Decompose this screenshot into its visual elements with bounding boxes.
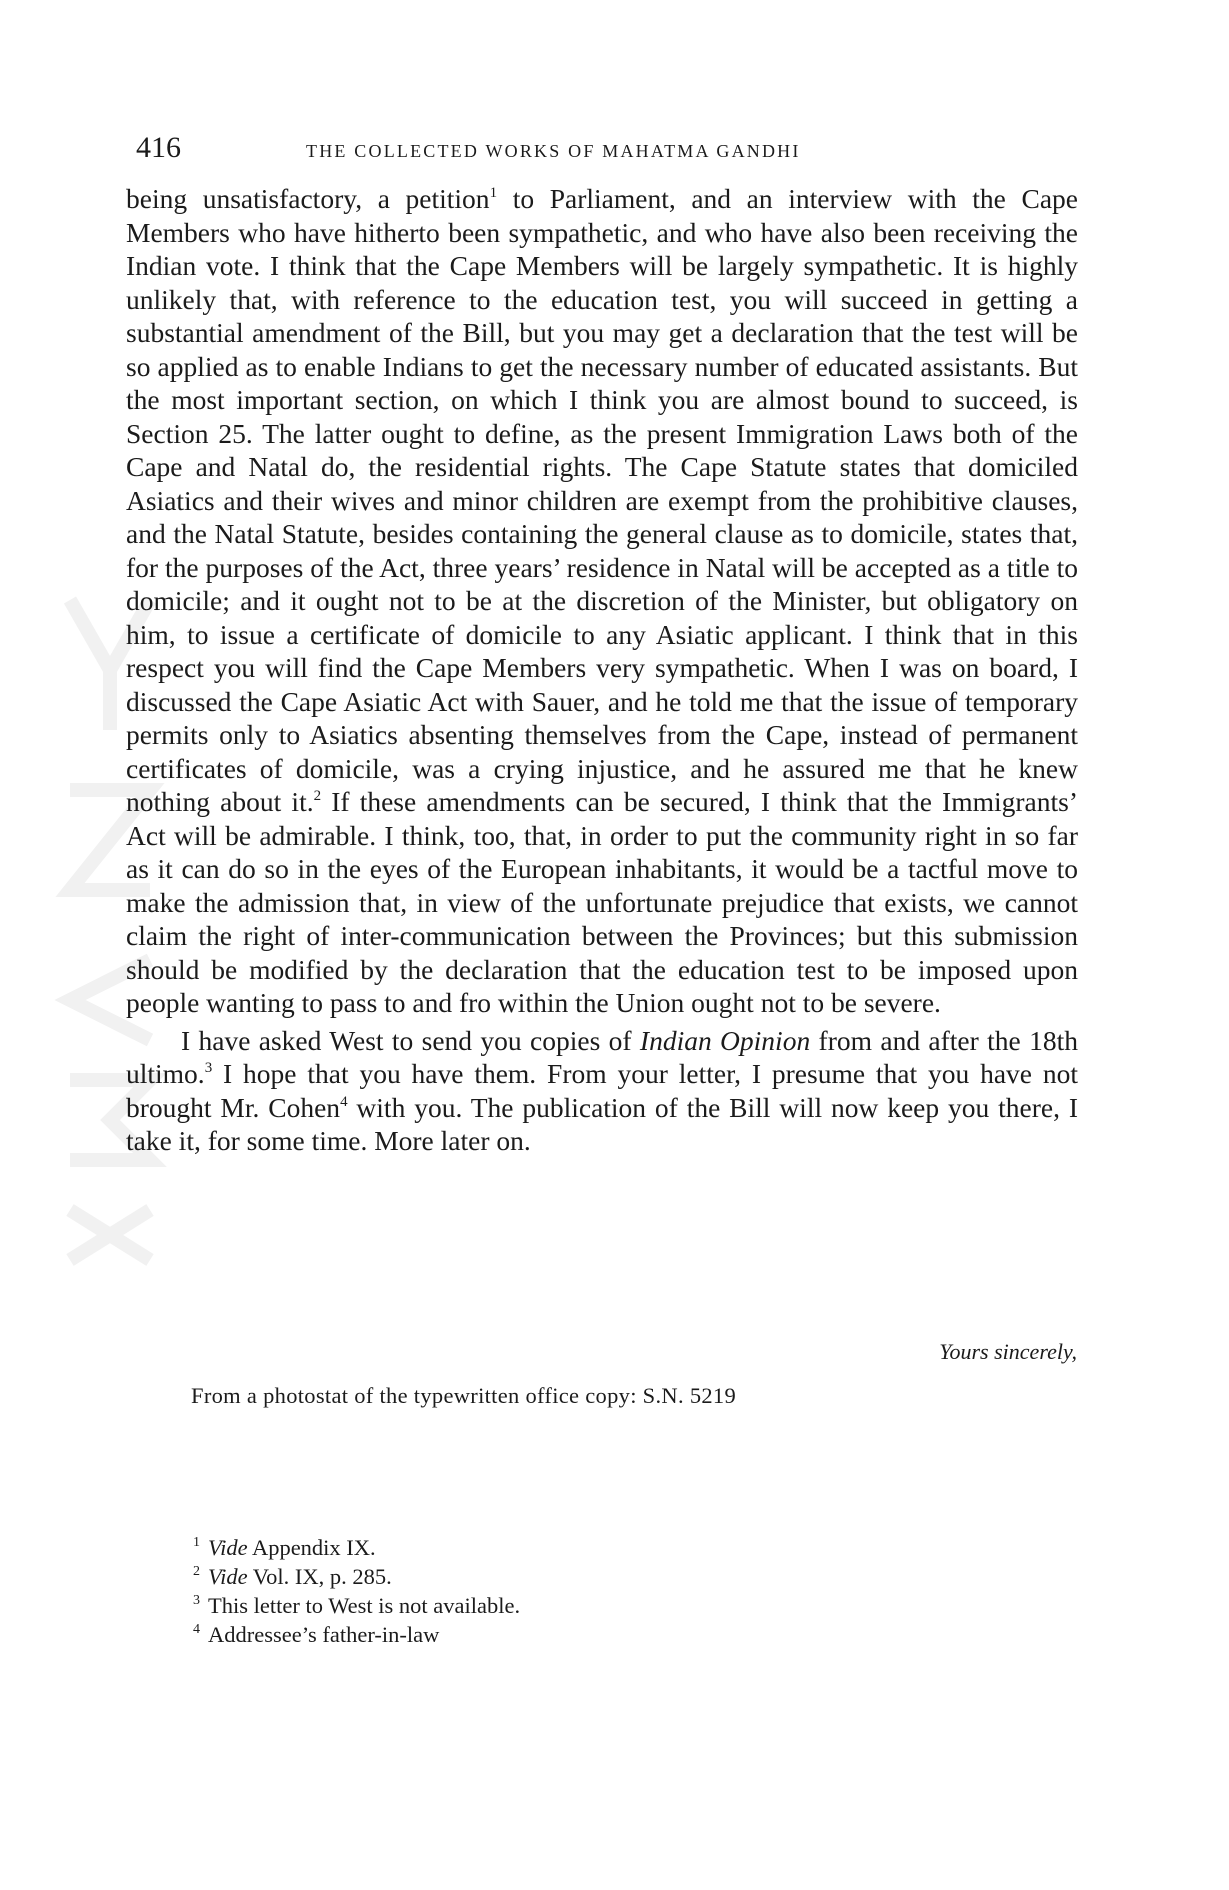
footnote-ref-3[interactable]: 3 bbox=[204, 1060, 213, 1076]
source-note: From a photostat of the typewritten office copy: S.N. 5219 bbox=[191, 1383, 737, 1408]
letter-body bbox=[126, 182, 1078, 1158]
closing-salutation: Yours sincerely, bbox=[939, 1339, 1077, 1364]
newspaper-title: Indian Opinion bbox=[639, 1024, 811, 1056]
footnote-3: $^3$ This letter to West is not available. bbox=[193, 1593, 521, 1618]
footnote-4: $^4$ Addressee’s father-in-law bbox=[193, 1622, 440, 1647]
footnote-ref-4[interactable]: 4 bbox=[340, 1093, 348, 1110]
page-header bbox=[136, 128, 1078, 168]
footnote-ref-1[interactable]: 1 bbox=[489, 185, 498, 201]
footnotes bbox=[193, 1533, 893, 1649]
page-number: 416 bbox=[136, 131, 181, 164]
footnote-1: $^1$ Vide Appendix IX. bbox=[193, 1535, 376, 1560]
footnote-2: $^2$ Vide Vol. IX, p. 285. bbox=[193, 1564, 392, 1589]
paragraph-1: being unsatisfactory, a petition$^1$ to Parliament, and an interview with the Cape Members who have hitherto been sympathetic, and who have also been receiving the Indian vote. I think that the Cape Members will be largely sympathetic. It is highly unlikely that, with reference to the education test, you will succeed in getting a substantial amendment of the Bill, but you may get a declaration that the test will be so applied as to enable Indians to get the necessary number of educated assistants. But the most important section, on which I think you are almost bound to succeed, is Section 25. The latter ought to define, as the present Immigration Laws both of the Cape and Natal do, the residential rights. The Cape Statute states that domiciled Asiatics and their wives and minor children are exempt from the prohibitive clauses, and the Natal Statute, besides containing the general clause as to domicile, states that, for the purposes of the Act, three years’ residence in Natal will be accepted as a title to domicile; and it ought not to be at the discretion of the Minister, but obligatory on him, to issue a certificate of domicile to any Asiatic applicant. I think that in this respect you will find the Cape Members very sympathetic. When I was on board, I discussed the Cape Asiatic Act with Sauer, and he told me that the issue of temporary permits only to Asiatics absenting themselves from the Cape, instead of permanent certificates of domicile, was a crying injustice, and he assured me that he knew nothing about it.$^2$ If these amendments can be secured, I think that the Immigrants’ Act will be admirable. I think, too, that, in order to put the community right in so far as it can do so in the eyes of the European inhabitants, it would be a tactful move to make the admission that, in view of the unfortunate prejudice that exists, we cannot claim the right of inter-communication between the Provinces; but this submission should be modified by the declaration that the education test to be imposed upon people wanting to pass to and fro within the Union ought not to be severe. bbox=[126, 183, 1078, 1018]
footnote-ref-2[interactable]: 2 bbox=[313, 788, 322, 804]
running-head: THE COLLECTED WORKS OF MAHATMA GANDHI bbox=[306, 141, 801, 161]
paragraph-2: I have asked West to send you copies of Indian Opinion from and after the 18th ultimo.$^3$ I hope that you have them. From your letter, I presume that you have not brought Mr. Cohen$^4$ with you. The publication of the Bill will now keep you there, I take it, for some time. More later on. bbox=[126, 1024, 1078, 1156]
